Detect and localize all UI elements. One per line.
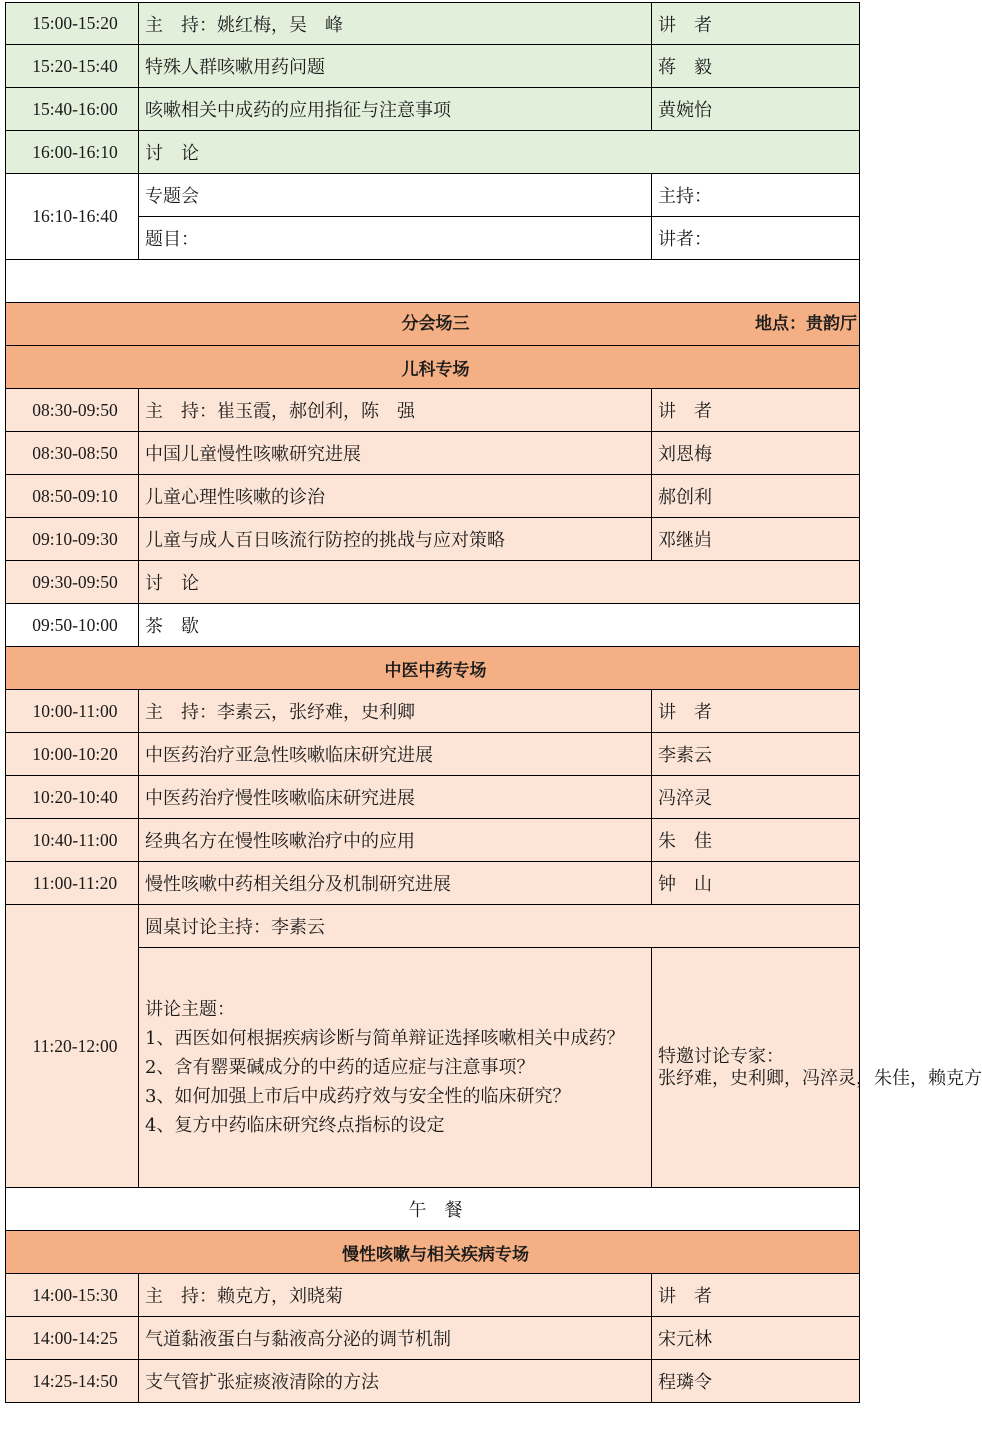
speaker-cell: 刘恩梅 [652, 432, 860, 475]
venue-location: 地点：贵韵厅 [755, 314, 857, 334]
table-row [6, 819, 860, 862]
topic-cell: 主 持：姚红梅，吴 峰 [139, 3, 652, 45]
table-row [6, 733, 860, 776]
time-cell: 15:00-15:20 [6, 3, 139, 45]
speaker-cell: 李素云 [652, 733, 860, 776]
topic-cell: 儿童与成人百日咳流行防控的挑战与应对策略 [139, 518, 652, 561]
experts-cell [652, 948, 982, 1188]
lunch-row [6, 1188, 860, 1231]
table-row [6, 45, 860, 88]
topic-cell: 慢性咳嗽中药相关组分及机制研究进展 [139, 862, 652, 905]
roundtable-topics [139, 948, 652, 1188]
symposium-topic-label: 题目： [139, 217, 652, 260]
speaker-cell: 黄婉怡 [652, 88, 860, 131]
table-row [6, 3, 860, 45]
section-header [6, 1231, 860, 1274]
blank-row [6, 260, 860, 303]
roundtable-row [6, 905, 860, 948]
table-row [6, 475, 860, 518]
speaker-cell: 讲 者 [652, 3, 860, 45]
roundtable-host: 圆桌讨论主持：李素云 [139, 905, 860, 948]
symposium-row [6, 174, 860, 217]
speaker-cell: 讲 者 [652, 389, 860, 432]
roundtable-topic-item: 3、如何加强上市后中成药疗效与安全性的临床研究？ [145, 1086, 571, 1107]
table-row [6, 518, 860, 561]
time-cell: 08:30-08:50 [6, 432, 139, 475]
experts-label: 特邀讨论专家： [658, 1045, 784, 1067]
speaker-cell: 钟 山 [652, 862, 860, 905]
table-row [6, 88, 860, 131]
speaker-cell: 郝创利 [652, 475, 860, 518]
section-header [6, 346, 860, 389]
time-cell: 16:10-16:40 [6, 174, 139, 260]
time-cell: 14:00-15:30 [6, 1274, 139, 1317]
topic-cell: 经典名方在慢性咳嗽治疗中的应用 [139, 819, 652, 862]
speaker-cell: 讲 者 [652, 690, 860, 733]
time-cell: 16:00-16:10 [6, 131, 139, 174]
symposium-host-label: 主持： [652, 174, 860, 217]
table-row [6, 1317, 860, 1360]
topic-cell: 支气管扩张症痰液清除的方法 [139, 1360, 652, 1403]
table-row [6, 690, 860, 733]
time-cell: 11:20-12:00 [6, 905, 139, 1188]
speaker-cell: 邓继岿 [652, 518, 860, 561]
venue-header [6, 303, 860, 346]
discussion-row [6, 131, 860, 174]
break-label: 茶 歇 [139, 604, 860, 647]
table-row [6, 1274, 860, 1317]
speaker-cell: 讲 者 [652, 1274, 860, 1317]
lunch-label: 午 餐 [6, 1188, 860, 1231]
symposium-label: 专题会 [139, 174, 652, 217]
time-cell: 11:00-11:20 [6, 862, 139, 905]
break-row [6, 604, 860, 647]
time-cell: 09:30-09:50 [6, 561, 139, 604]
time-cell: 14:00-14:25 [6, 1317, 139, 1360]
time-cell: 10:20-10:40 [6, 776, 139, 819]
topic-cell: 气道黏液蛋白与黏液高分泌的调节机制 [139, 1317, 652, 1360]
section-title-chronic: 慢性咳嗽与相关疾病专场 [6, 1231, 860, 1274]
table-row [6, 776, 860, 819]
topic-cell: 中医药治疗慢性咳嗽临床研究进展 [139, 776, 652, 819]
time-cell: 14:25-14:50 [6, 1360, 139, 1403]
table-row [6, 389, 860, 432]
roundtable-topic-item: 4、复方中药临床研究终点指标的设定 [145, 1115, 445, 1136]
section-header [6, 647, 860, 690]
topic-cell: 咳嗽相关中成药的应用指征与注意事项 [139, 88, 652, 131]
speaker-cell: 蒋 毅 [652, 45, 860, 88]
section-title-tcm: 中医中药专场 [6, 647, 860, 690]
speaker-cell: 朱 佳 [652, 819, 860, 862]
time-cell: 08:30-09:50 [6, 389, 139, 432]
section-title-pediatric: 儿科专场 [6, 346, 860, 389]
time-cell: 09:50-10:00 [6, 604, 139, 647]
topic-cell: 儿童心理性咳嗽的诊治 [139, 475, 652, 518]
symposium-speaker-label: 讲者： [652, 217, 860, 260]
table-row [6, 1360, 860, 1403]
time-cell: 08:50-09:10 [6, 475, 139, 518]
topic-cell: 主 持：赖克方，刘晓菊 [139, 1274, 652, 1317]
time-cell: 15:20-15:40 [6, 45, 139, 88]
topic-cell: 中国儿童慢性咳嗽研究进展 [139, 432, 652, 475]
discussion-row [6, 561, 860, 604]
speaker-cell: 程璘令 [652, 1360, 860, 1403]
roundtable-topic-item: 1、西医如何根据疾病诊断与简单辩证选择咳嗽相关中成药？ [145, 1028, 625, 1049]
speaker-cell: 宋元林 [652, 1317, 860, 1360]
time-cell: 10:00-10:20 [6, 733, 139, 776]
topic-cell: 特殊人群咳嗽用药问题 [139, 45, 652, 88]
venue-title: 分会场三 [401, 314, 470, 334]
table-row [6, 862, 860, 905]
experts-list: 张纾难，史利卿，冯淬灵，朱佳，赖克方 [658, 1067, 982, 1089]
schedule-table [5, 2, 982, 1403]
discussion-label: 讨 论 [139, 131, 860, 174]
time-cell: 15:40-16:00 [6, 88, 139, 131]
table-row [6, 432, 860, 475]
time-cell: 10:40-11:00 [6, 819, 139, 862]
discussion-label: 讨 论 [139, 561, 860, 604]
topic-cell: 主 持：李素云，张纾难，史利卿 [139, 690, 652, 733]
speaker-cell: 冯淬灵 [652, 776, 860, 819]
topic-cell: 中医药治疗亚急性咳嗽临床研究进展 [139, 733, 652, 776]
roundtable-topic-item: 2、含有罂粟碱成分的中药的适应症与注意事项？ [145, 1057, 535, 1078]
time-cell: 09:10-09:30 [6, 518, 139, 561]
topic-cell: 主 持：崔玉霞，郝创利，陈 强 [139, 389, 652, 432]
roundtable-heading: 讲论主题： [145, 999, 235, 1020]
time-cell: 10:00-11:00 [6, 690, 139, 733]
